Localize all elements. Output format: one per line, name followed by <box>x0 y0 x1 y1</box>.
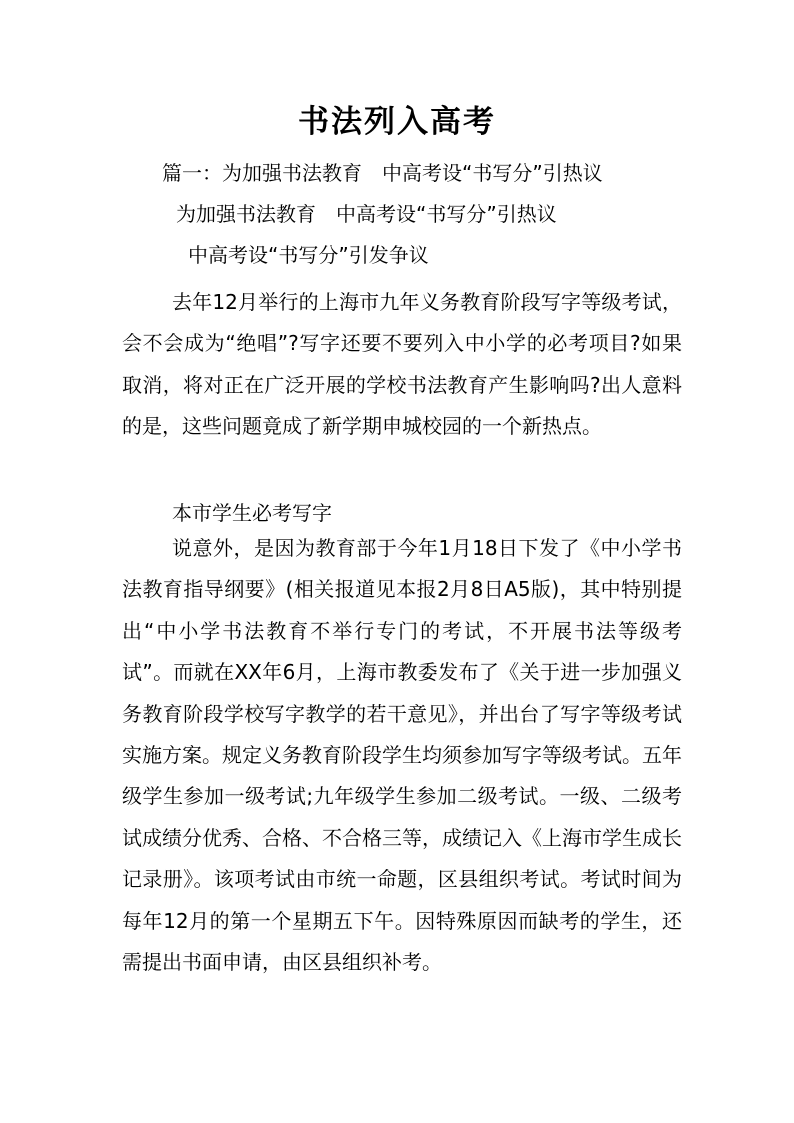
subheading-required-exam: 本市学生必考写字 <box>172 501 332 525</box>
article-subtitle: 中高考设“书写分”引发争议 <box>188 243 429 267</box>
document-title: 书法列入高考 <box>298 104 496 140</box>
paragraph-details: 说意外，是因为教育部于今年1月18日下发了《中小学书法教育指导纲要》(相关报道见本报2月8日A5版)，其中特别提出“中小学书法教育不举行专门的考试，不开展书法等级考试”。而就在XX年6月，上海市教委发布了《关于进一步加强义务教育阶段学校写字教学的若干意见》，并出台了写字等级考试实施方案。规定义务教育阶段学生均须参加写字等级考试。五年级学生参加一级考试;九年级学生参加二级考试。一级、二级考试成绩分优秀、合格、不合格三等，成绩记入《上海市学生成长记录册》。该项考试由市统一命题，区县组织考试。考试时间为每年12月的第一个星期五下午。因特殊原因而缺考的学生，还需提出书面申请，由区县组织补考。 <box>122 536 682 975</box>
article-title: 为加强书法教育 中高考设“书写分”引热议 <box>176 202 557 226</box>
paragraph-intro: 去年12月举行的上海市九年义务教育阶段写字等级考试，会不会成为“绝唱”?写字还要不要列入中小学的必考项目?如果取消，将对正在广泛开展的学校书法教育产生影响吗?出人意料的是，这些问题竟成了新学期申城校园的一个新热点。 <box>122 290 682 439</box>
section-heading: 篇一：为加强书法教育 中高考设“书写分”引热议 <box>162 161 603 185</box>
